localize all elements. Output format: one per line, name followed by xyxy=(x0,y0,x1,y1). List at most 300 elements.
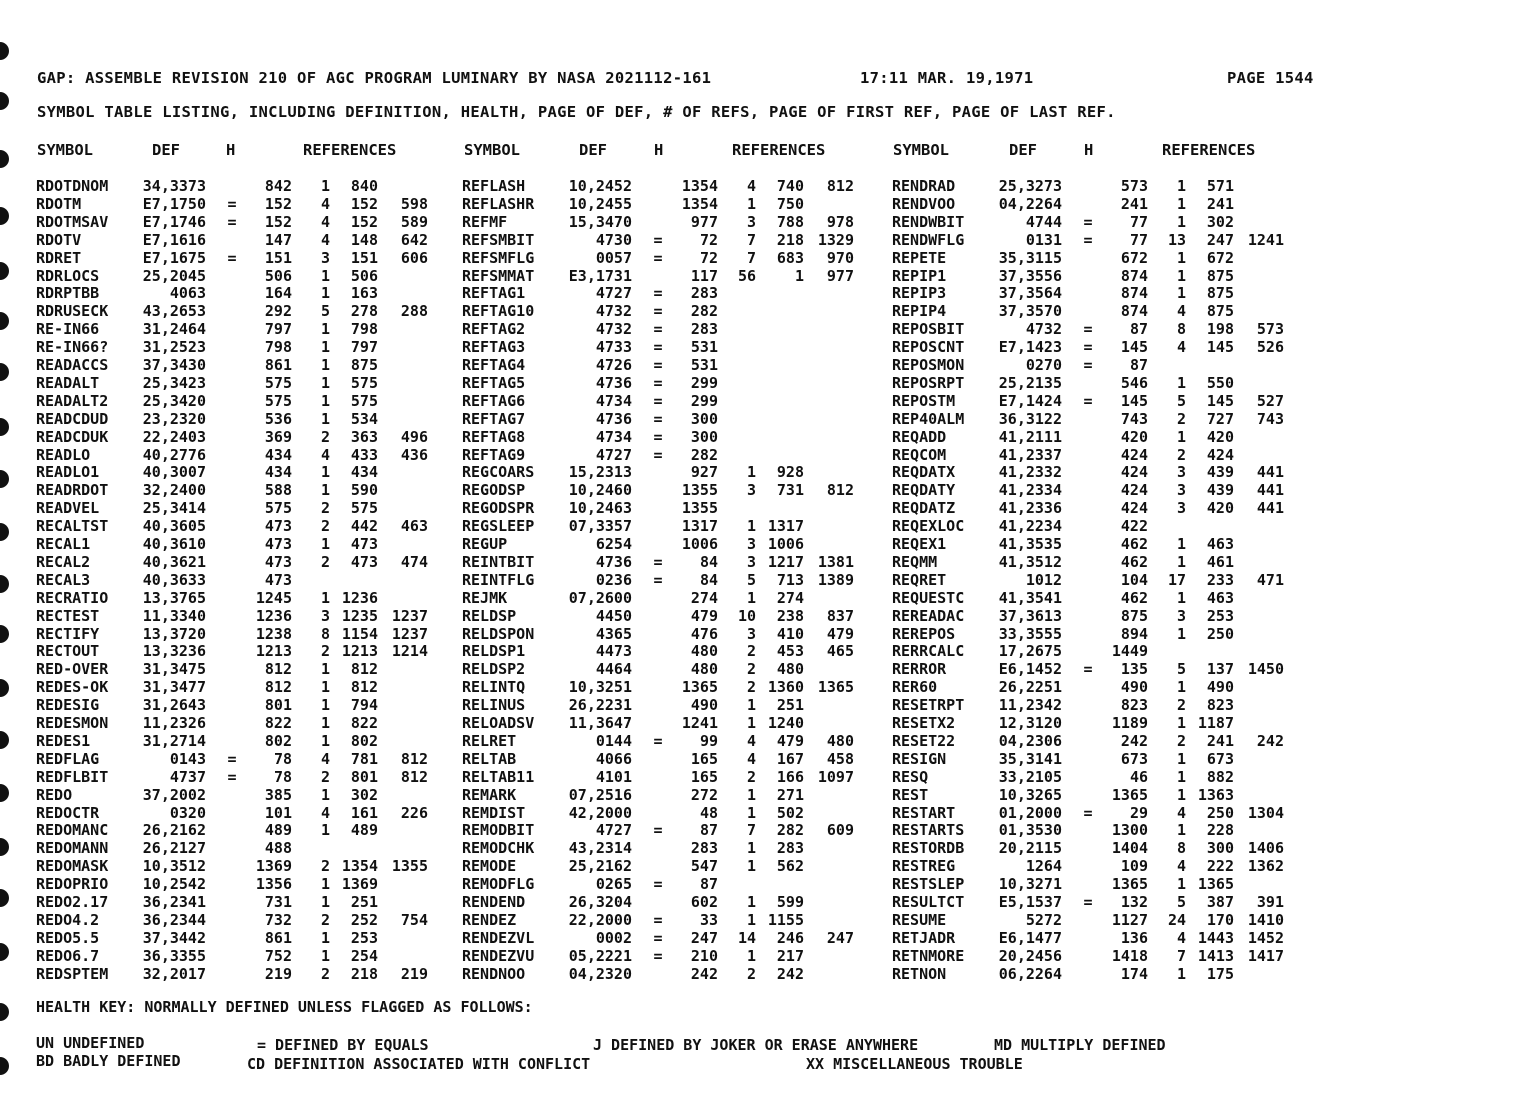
cell-ref-count: 1 xyxy=(320,409,330,428)
cell-symbol: REPIP4 xyxy=(892,302,947,321)
cell-def: 10,2452 xyxy=(568,177,632,195)
cell-first-ref: 254 xyxy=(350,946,378,965)
cell-ref-count: 4 xyxy=(746,177,756,195)
cell-first-ref: 283 xyxy=(776,839,804,858)
cell-page-of-def: 672 xyxy=(1120,248,1148,267)
cell-first-ref: 420 xyxy=(1206,427,1234,446)
cell-def: 37,3613 xyxy=(998,606,1062,625)
col-header-h: H xyxy=(654,141,664,159)
cell-def: 11,2326 xyxy=(142,714,206,732)
cell-symbol: RELDSP xyxy=(462,606,517,625)
cell-page-of-def: 99 xyxy=(699,731,718,750)
cell-first-ref: 166 xyxy=(776,767,804,786)
cell-first-ref: 163 xyxy=(350,284,378,303)
cell-def: 31,2714 xyxy=(142,731,206,750)
cell-last-ref: 812 xyxy=(400,749,428,768)
cell-symbol: RENDRAD xyxy=(892,177,956,195)
cell-page-of-def: 1449 xyxy=(1111,642,1148,661)
cell-health: = xyxy=(653,230,663,249)
table-row xyxy=(0,463,1530,481)
assembly-timestamp: 17:11 MAR. 19,1971 xyxy=(860,69,1034,87)
cell-page-of-def: 1241 xyxy=(681,714,718,732)
cell-def: 13,3720 xyxy=(142,624,206,643)
cell-def: 04,2320 xyxy=(568,964,632,983)
col-header-def: DEF xyxy=(152,141,180,159)
cell-page-of-def: 300 xyxy=(690,409,718,428)
cell-ref-count: 7 xyxy=(746,230,756,249)
cell-ref-count: 1 xyxy=(320,731,330,750)
cell-ref-count: 8 xyxy=(320,624,330,643)
cell-page-of-def: 385 xyxy=(264,785,292,804)
table-row xyxy=(0,750,1530,768)
cell-def: 41,3512 xyxy=(998,552,1062,571)
cell-page-of-def: 1356 xyxy=(255,875,292,894)
table-row xyxy=(0,249,1530,267)
cell-last-ref: 978 xyxy=(826,212,854,231)
cell-def: 4066 xyxy=(595,749,632,768)
cell-last-ref: 441 xyxy=(1256,481,1284,500)
cell-ref-count: 1 xyxy=(746,857,756,876)
cell-page-of-def: 165 xyxy=(690,767,718,786)
cell-first-ref: 575 xyxy=(350,499,378,518)
cell-last-ref: 247 xyxy=(826,928,854,947)
cell-symbol: REDO5.5 xyxy=(36,928,100,947)
cell-ref-count: 1 xyxy=(746,893,756,911)
cell-first-ref: 218 xyxy=(776,230,804,249)
table-row xyxy=(0,589,1530,607)
cell-page-of-def: 1354 xyxy=(681,194,718,213)
cell-def: 25,3273 xyxy=(998,177,1062,195)
cell-health: = xyxy=(1083,338,1093,357)
cell-ref-count: 1 xyxy=(1176,373,1186,392)
cell-symbol: REQCOM xyxy=(892,445,947,464)
cell-def: 07,3357 xyxy=(568,517,632,536)
cell-page-of-def: 673 xyxy=(1120,749,1148,768)
cell-page-of-def: 135 xyxy=(1120,660,1148,679)
cell-symbol: REPOSCNT xyxy=(892,338,965,357)
cell-symbol: REJMK xyxy=(462,588,508,607)
cell-health: = xyxy=(1083,356,1093,374)
cell-ref-count: 4 xyxy=(1176,857,1186,876)
cell-def: 4450 xyxy=(595,606,632,625)
cell-ref-count: 1 xyxy=(746,696,756,715)
cell-first-ref: 480 xyxy=(776,660,804,679)
cell-symbol: RERRCALC xyxy=(892,642,965,661)
cell-page-of-def: 152 xyxy=(264,194,292,213)
cell-health: = xyxy=(227,194,237,213)
cell-page-of-def: 473 xyxy=(264,570,292,589)
cell-last-ref: 589 xyxy=(400,212,428,231)
cell-def: 4727 xyxy=(595,821,632,840)
cell-ref-count: 4 xyxy=(320,749,330,768)
cell-page-of-def: 1236 xyxy=(255,606,292,625)
table-row xyxy=(0,410,1530,428)
cell-symbol: RECAL3 xyxy=(36,570,91,589)
cell-last-ref: 479 xyxy=(826,624,854,643)
cell-page-of-def: 476 xyxy=(690,624,718,643)
cell-page-of-def: 1369 xyxy=(255,857,292,876)
cell-ref-count: 3 xyxy=(746,535,756,553)
cell-page-of-def: 812 xyxy=(264,678,292,697)
cell-symbol: RDOTMSAV xyxy=(36,212,109,231)
cell-def: E5,1537 xyxy=(998,893,1062,911)
cell-symbol: RELDSP1 xyxy=(462,642,526,661)
cell-def: 0131 xyxy=(1025,230,1062,249)
cell-page-of-def: 424 xyxy=(1120,445,1148,464)
cell-last-ref: 1329 xyxy=(817,230,854,249)
cell-symbol: RESTSLEP xyxy=(892,875,965,894)
cell-ref-count: 3 xyxy=(1176,606,1186,625)
cell-page-of-def: 147 xyxy=(264,230,292,249)
table-row xyxy=(0,302,1530,320)
cell-first-ref: 161 xyxy=(350,803,378,822)
cell-symbol: REPIP1 xyxy=(892,266,947,285)
cell-page-of-def: 87 xyxy=(1129,356,1148,374)
cell-last-ref: 812 xyxy=(400,767,428,786)
cell-symbol: REDOCTR xyxy=(36,803,100,822)
cell-first-ref: 1413 xyxy=(1197,946,1234,965)
cell-symbol: RESTORDB xyxy=(892,839,965,858)
cell-page-of-def: 84 xyxy=(699,552,718,571)
cell-def: 10,3251 xyxy=(568,678,632,697)
cell-first-ref: 590 xyxy=(350,481,378,500)
cell-def: 4734 xyxy=(595,391,632,410)
cell-first-ref: 300 xyxy=(1206,839,1234,858)
cell-page-of-def: 861 xyxy=(264,928,292,947)
cell-symbol: RESUME xyxy=(892,910,947,929)
cell-symbol: READCDUD xyxy=(36,409,109,428)
cell-symbol: REQDATZ xyxy=(892,499,956,518)
table-row xyxy=(0,660,1530,678)
cell-ref-count: 8 xyxy=(1176,320,1186,339)
cell-last-ref: 1450 xyxy=(1247,660,1284,679)
cell-first-ref: 1235 xyxy=(341,606,378,625)
cell-def: 5272 xyxy=(1025,910,1062,929)
cell-def: 36,2344 xyxy=(142,910,206,929)
cell-symbol: RDOTDNOM xyxy=(36,177,109,195)
cell-ref-count: 56 xyxy=(737,266,756,285)
cell-first-ref: 473 xyxy=(350,552,378,571)
cell-symbol: RENDWBIT xyxy=(892,212,965,231)
page-number: PAGE 1544 xyxy=(1227,69,1314,87)
cell-ref-count: 1 xyxy=(320,266,330,285)
cell-last-ref: 754 xyxy=(400,910,428,929)
cell-first-ref: 170 xyxy=(1206,910,1234,929)
cell-first-ref: 274 xyxy=(776,588,804,607)
cell-page-of-def: 1213 xyxy=(255,642,292,661)
cell-def: 40,3621 xyxy=(142,552,206,571)
table-row xyxy=(0,804,1530,822)
cell-first-ref: 442 xyxy=(350,517,378,536)
cell-symbol: READALT2 xyxy=(36,391,109,410)
health-key-badly-defined: BD BADLY DEFINED xyxy=(36,1052,181,1070)
cell-def: 33,3555 xyxy=(998,624,1062,643)
health-key-title: HEALTH KEY: NORMALLY DEFINED UNLESS FLAGGED AS FOLLOWS: xyxy=(36,998,533,1016)
cell-health: = xyxy=(1083,893,1093,911)
cell-def: 26,2127 xyxy=(142,839,206,858)
cell-def: 4733 xyxy=(595,338,632,357)
cell-def: 41,2334 xyxy=(998,481,1062,500)
cell-last-ref: 837 xyxy=(826,606,854,625)
cell-first-ref: 198 xyxy=(1206,320,1234,339)
cell-ref-count: 1 xyxy=(320,678,330,697)
cell-first-ref: 473 xyxy=(350,535,378,553)
cell-first-ref: 740 xyxy=(776,177,804,195)
cell-ref-count: 1 xyxy=(1176,248,1186,267)
cell-page-of-def: 731 xyxy=(264,893,292,911)
cell-first-ref: 1154 xyxy=(341,624,378,643)
cell-last-ref: 1237 xyxy=(391,624,428,643)
cell-ref-count: 2 xyxy=(320,857,330,876)
cell-symbol: REGCOARS xyxy=(462,463,535,482)
cell-def: 4063 xyxy=(169,284,206,303)
cell-def: 10,3271 xyxy=(998,875,1062,894)
cell-page-of-def: 434 xyxy=(264,445,292,464)
table-row xyxy=(0,875,1530,893)
cell-symbol: RELOADSV xyxy=(462,714,535,732)
cell-health: = xyxy=(1083,212,1093,231)
cell-page-of-def: 732 xyxy=(264,910,292,929)
cell-ref-count: 1 xyxy=(320,928,330,947)
cell-def: 26,2231 xyxy=(568,696,632,715)
cell-first-ref: 137 xyxy=(1206,660,1234,679)
cell-ref-count: 4 xyxy=(320,212,330,231)
cell-page-of-def: 29 xyxy=(1129,803,1148,822)
cell-last-ref: 1362 xyxy=(1247,857,1284,876)
table-row xyxy=(0,571,1530,589)
cell-last-ref: 642 xyxy=(400,230,428,249)
cell-first-ref: 882 xyxy=(1206,767,1234,786)
cell-first-ref: 727 xyxy=(1206,409,1234,428)
cell-ref-count: 7 xyxy=(746,821,756,840)
cell-def: 37,3556 xyxy=(998,266,1062,285)
cell-ref-count: 1 xyxy=(320,714,330,732)
cell-def: 11,3647 xyxy=(568,714,632,732)
cell-first-ref: 840 xyxy=(350,177,378,195)
cell-symbol: REMARK xyxy=(462,785,517,804)
cell-symbol: RENDWFLG xyxy=(892,230,965,249)
cell-def: 41,2111 xyxy=(998,427,1062,446)
cell-symbol: REQEX1 xyxy=(892,535,947,553)
cell-first-ref: 672 xyxy=(1206,248,1234,267)
cell-first-ref: 1354 xyxy=(341,857,378,876)
cell-first-ref: 812 xyxy=(350,660,378,679)
cell-page-of-def: 424 xyxy=(1120,481,1148,500)
cell-page-of-def: 136 xyxy=(1120,928,1148,947)
cell-def: 07,2516 xyxy=(568,785,632,804)
cell-def: 4732 xyxy=(595,320,632,339)
cell-first-ref: 439 xyxy=(1206,481,1234,500)
cell-page-of-def: 927 xyxy=(690,463,718,482)
cell-def: 0236 xyxy=(595,570,632,589)
cell-health: = xyxy=(227,749,237,768)
cell-symbol: REFTAG7 xyxy=(462,409,526,428)
cell-ref-count: 3 xyxy=(1176,463,1186,482)
cell-ref-count: 1 xyxy=(320,893,330,911)
cell-page-of-def: 78 xyxy=(273,767,292,786)
cell-page-of-def: 802 xyxy=(264,731,292,750)
table-row xyxy=(0,625,1530,643)
cell-ref-count: 1 xyxy=(746,463,756,482)
cell-def: 40,2776 xyxy=(142,445,206,464)
cell-ref-count: 2 xyxy=(320,642,330,661)
cell-symbol: REDOMANC xyxy=(36,821,109,840)
cell-page-of-def: 575 xyxy=(264,499,292,518)
cell-page-of-def: 299 xyxy=(690,373,718,392)
cell-def: 37,3430 xyxy=(142,356,206,374)
punch-hole xyxy=(0,42,9,60)
cell-first-ref: 822 xyxy=(350,714,378,732)
cell-first-ref: 1360 xyxy=(767,678,804,697)
cell-def: 0057 xyxy=(595,248,632,267)
cell-page-of-def: 743 xyxy=(1120,409,1148,428)
cell-last-ref: 527 xyxy=(1256,391,1284,410)
cell-ref-count: 24 xyxy=(1167,910,1186,929)
cell-health: = xyxy=(227,248,237,267)
cell-def: 32,2017 xyxy=(142,964,206,983)
cell-def: 4365 xyxy=(595,624,632,643)
cell-def: 4736 xyxy=(595,373,632,392)
cell-symbol: REFTAG8 xyxy=(462,427,526,446)
cell-first-ref: 801 xyxy=(350,767,378,786)
cell-ref-count: 1 xyxy=(1176,266,1186,285)
table-row xyxy=(0,428,1530,446)
cell-last-ref: 242 xyxy=(1256,731,1284,750)
cell-symbol: RELTAB xyxy=(462,749,517,768)
cell-symbol: REPOSTM xyxy=(892,391,956,410)
cell-symbol: RE-IN66 xyxy=(36,320,100,339)
cell-first-ref: 453 xyxy=(776,642,804,661)
cell-last-ref: 1389 xyxy=(817,570,854,589)
cell-page-of-def: 87 xyxy=(699,875,718,894)
cell-symbol: REQDATY xyxy=(892,481,956,500)
cell-def: 10,2542 xyxy=(142,875,206,894)
cell-first-ref: 794 xyxy=(350,696,378,715)
cell-def: 1012 xyxy=(1025,570,1062,589)
cell-health: = xyxy=(653,552,663,571)
table-row xyxy=(0,446,1530,464)
cell-symbol: REFLASH xyxy=(462,177,526,195)
cell-first-ref: 1317 xyxy=(767,517,804,536)
cell-def: 36,3355 xyxy=(142,946,206,965)
cell-symbol: REDESIG xyxy=(36,696,100,715)
cell-first-ref: 875 xyxy=(1206,266,1234,285)
cell-symbol: REMODBIT xyxy=(462,821,535,840)
cell-def: E7,1746 xyxy=(142,212,206,231)
cell-last-ref: 458 xyxy=(826,749,854,768)
cell-first-ref: 534 xyxy=(350,409,378,428)
cell-page-of-def: 462 xyxy=(1120,535,1148,553)
cell-def: 23,2320 xyxy=(142,409,206,428)
cell-ref-count: 1 xyxy=(1176,785,1186,804)
cell-page-of-def: 48 xyxy=(699,803,718,822)
cell-page-of-def: 1365 xyxy=(1111,785,1148,804)
cell-ref-count: 2 xyxy=(746,660,756,679)
cell-ref-count: 1 xyxy=(320,320,330,339)
cell-last-ref: 1214 xyxy=(391,642,428,661)
cell-page-of-def: 87 xyxy=(1129,320,1148,339)
cell-first-ref: 1006 xyxy=(767,535,804,553)
cell-last-ref: 219 xyxy=(400,964,428,983)
cell-page-of-def: 874 xyxy=(1120,266,1148,285)
cell-page-of-def: 1365 xyxy=(1111,875,1148,894)
table-row xyxy=(0,893,1530,911)
cell-symbol: REDFLBIT xyxy=(36,767,109,786)
table-row xyxy=(0,553,1530,571)
cell-page-of-def: 546 xyxy=(1120,373,1148,392)
cell-symbol: REDO2.17 xyxy=(36,893,109,911)
cell-page-of-def: 274 xyxy=(690,588,718,607)
cell-symbol: RENDEZVL xyxy=(462,928,535,947)
cell-first-ref: 434 xyxy=(350,463,378,482)
cell-first-ref: 363 xyxy=(350,427,378,446)
table-row xyxy=(0,195,1530,213)
table-row xyxy=(0,320,1530,338)
cell-symbol: RECTEST xyxy=(36,606,100,625)
cell-symbol: REPOSBIT xyxy=(892,320,965,339)
cell-symbol: REFTAG5 xyxy=(462,373,526,392)
cell-first-ref: 575 xyxy=(350,391,378,410)
cell-symbol: READALT xyxy=(36,373,100,392)
cell-def: E7,1675 xyxy=(142,248,206,267)
cell-ref-count: 4 xyxy=(1176,803,1186,822)
cell-last-ref: 1241 xyxy=(1247,230,1284,249)
cell-first-ref: 151 xyxy=(350,248,378,267)
cell-def: 06,2264 xyxy=(998,964,1062,983)
cell-def: 4727 xyxy=(595,445,632,464)
cell-page-of-def: 506 xyxy=(264,266,292,285)
cell-def: 41,2337 xyxy=(998,445,1062,464)
cell-def: 31,3475 xyxy=(142,660,206,679)
col-header-references: REFERENCES xyxy=(303,141,397,159)
cell-symbol: REMODCHK xyxy=(462,839,535,858)
cell-health: = xyxy=(653,910,663,929)
cell-symbol: RESTARTS xyxy=(892,821,965,840)
cell-page-of-def: 422 xyxy=(1120,517,1148,536)
cell-health: = xyxy=(1083,230,1093,249)
cell-page-of-def: 1189 xyxy=(1111,714,1148,732)
cell-symbol: REINTBIT xyxy=(462,552,535,571)
cell-first-ref: 439 xyxy=(1206,463,1234,482)
cell-first-ref: 506 xyxy=(350,266,378,285)
punch-hole xyxy=(0,150,9,168)
cell-symbol: RECALTST xyxy=(36,517,109,536)
cell-symbol: REFTAG6 xyxy=(462,391,526,410)
cell-first-ref: 251 xyxy=(350,893,378,911)
table-row xyxy=(0,481,1530,499)
cell-last-ref: 1355 xyxy=(391,857,428,876)
cell-symbol: RETNON xyxy=(892,964,947,983)
cell-symbol: REFTAG4 xyxy=(462,356,526,374)
cell-symbol: RER60 xyxy=(892,678,938,697)
cell-ref-count: 3 xyxy=(320,606,330,625)
cell-last-ref: 1452 xyxy=(1247,928,1284,947)
col-header-symbol: SYMBOL xyxy=(464,141,520,159)
cell-first-ref: 175 xyxy=(1206,964,1234,983)
cell-health: = xyxy=(653,928,663,947)
cell-last-ref: 609 xyxy=(826,821,854,840)
cell-def: E7,1750 xyxy=(142,194,206,213)
cell-def: 0144 xyxy=(595,731,632,750)
cell-first-ref: 1363 xyxy=(1197,785,1234,804)
cell-page-of-def: 1238 xyxy=(255,624,292,643)
cell-page-of-def: 977 xyxy=(690,212,718,231)
cell-def: 41,3541 xyxy=(998,588,1062,607)
cell-def: 4730 xyxy=(595,230,632,249)
cell-page-of-def: 117 xyxy=(690,266,718,285)
cell-page-of-def: 874 xyxy=(1120,302,1148,321)
cell-ref-count: 1 xyxy=(1176,821,1186,840)
